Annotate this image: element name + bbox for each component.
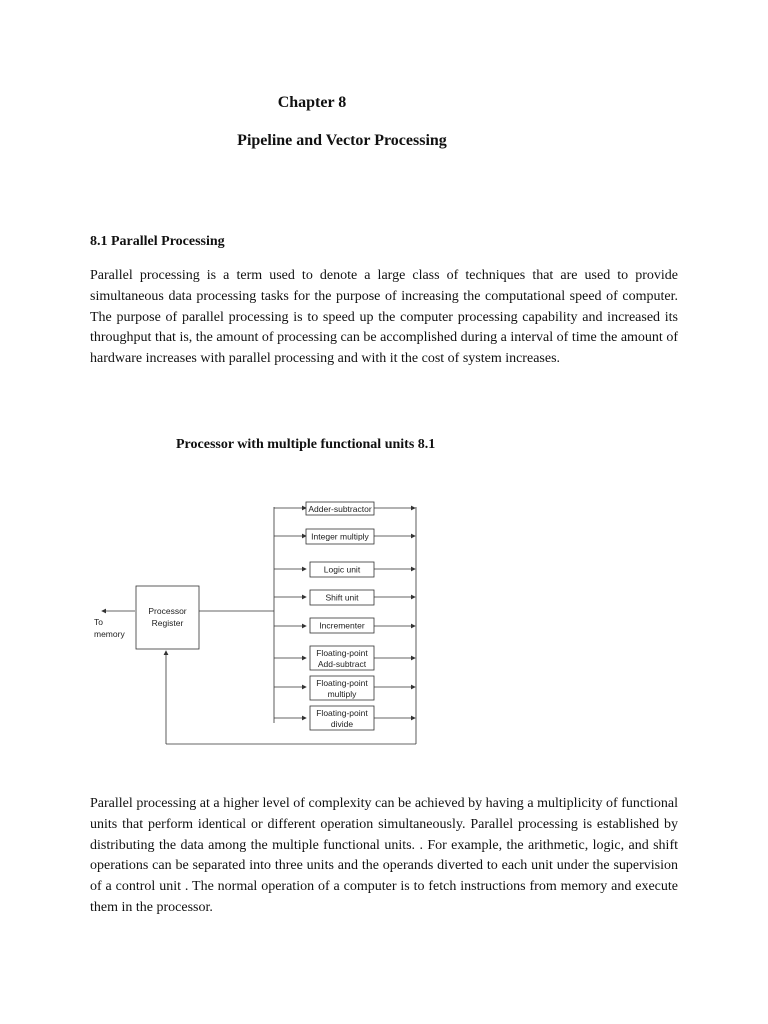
unit-floating-point-multiply (274, 676, 415, 700)
unit-adder-subtractor (274, 502, 415, 515)
unit-label-line1: Floating-point (316, 678, 368, 688)
functional-units-diagram (90, 498, 420, 748)
unit-label: Shift unit (325, 592, 359, 603)
unit-label-line2: Add-subtract (317, 659, 367, 669)
figure-caption: Processor with multiple functional units 8.1 (176, 437, 436, 452)
unit-label: Incrementer (319, 620, 365, 631)
unit-label-line2: multiply (327, 689, 357, 699)
unit-label-line1: Floating-point (316, 648, 368, 658)
to-memory-label-2: memory (94, 629, 125, 639)
chapter-title: Pipeline and Vector Processing (237, 132, 447, 149)
processor-register-label-1: Processor (148, 606, 187, 616)
unit-label: Logic unit (323, 564, 361, 575)
paragraph-intro: Parallel processing is a term used to denote a large class of techniques that are used to provide simultaneous data processing tasks for the purpose of increasing the computational speed of computer. The purpose of parallel processing is to speed up the computer processing capability and increased its throughput that is, the amount of processing can be accomplished during a interval of time the amount of hardware increases with parallel processing and with it the cost of system increases. (90, 268, 678, 367)
unit-label-line2: divide (330, 719, 354, 729)
unit-floating-point-divide (274, 706, 415, 730)
unit-logic (274, 562, 415, 577)
unit-incrementer (274, 618, 415, 633)
unit-label-line1: Floating-point (316, 708, 368, 718)
paragraph-multiple-units: Parallel processing at a higher level of complexity can be achieved by having a multiplicity of functional units that perform identical or different operation simultaneously. Parallel processing is established by distributing the data among the multiple functional units. . For example, the arithmetic, logic, and shift operations can be separated into three units and the operands diverted to each unit under the supervision of a control unit . The normal operation of a computer is to fetch instructions from memory and execute them in the processor. (90, 796, 678, 915)
unit-label: Adder-subtractor (308, 504, 372, 514)
processor-register-label-2: Register (151, 618, 184, 628)
unit-floating-point-add-subtract (274, 646, 415, 670)
to-memory-label-1: To (94, 617, 103, 627)
unit-shift (274, 590, 415, 605)
section-heading: 8.1 Parallel Processing (90, 234, 225, 249)
unit-label: Integer multiply (311, 531, 369, 542)
unit-integer-multiply (274, 529, 415, 544)
chapter-number: Chapter 8 (277, 94, 347, 111)
